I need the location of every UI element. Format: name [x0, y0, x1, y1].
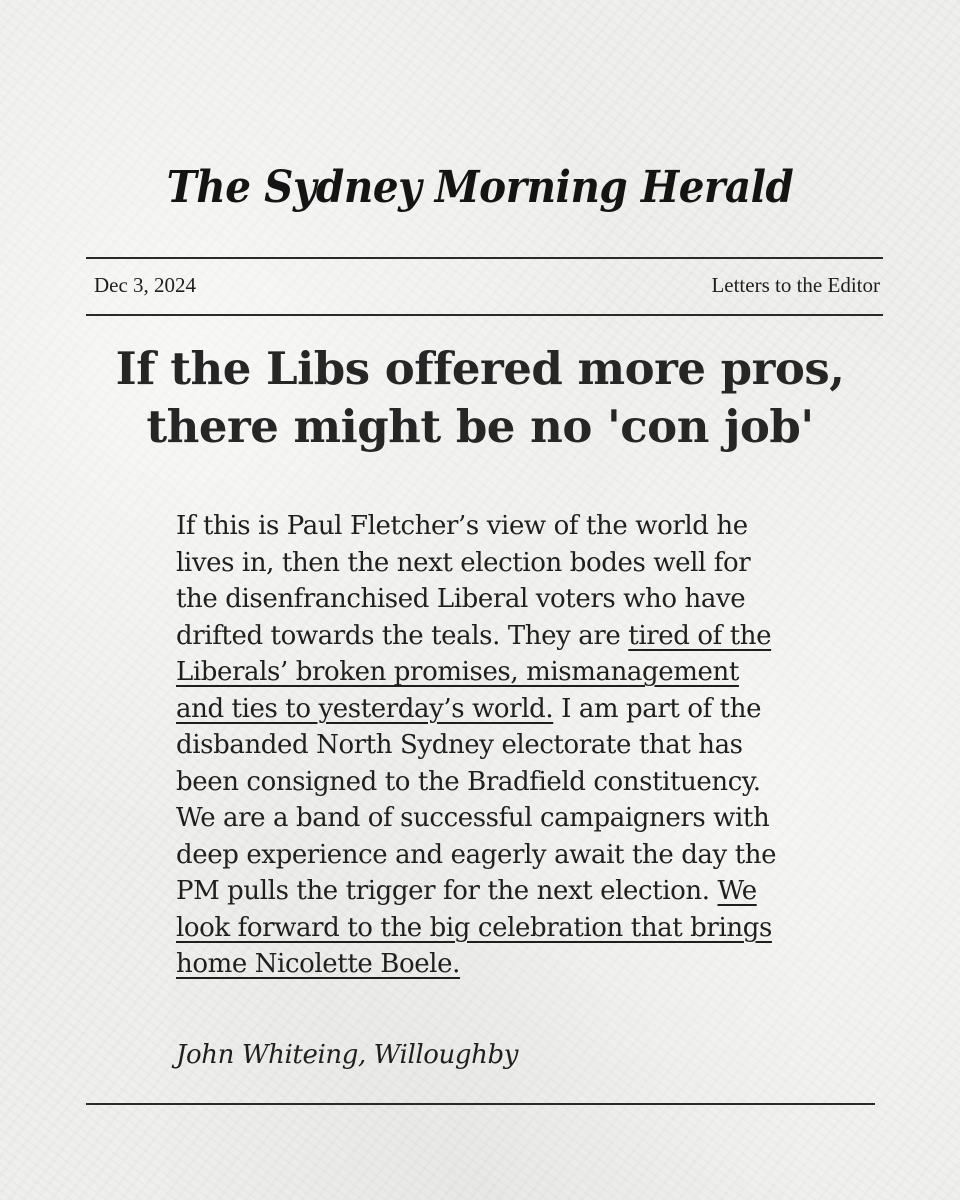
- letter-line: [176, 691, 896, 728]
- letter-line: [176, 618, 896, 655]
- letter-line: We are a band of successful campaigners with: [176, 803, 770, 833]
- headline-line-2: there might be no 'con job': [146, 400, 814, 453]
- letter-line: [176, 873, 896, 910]
- letter-line: [176, 910, 896, 947]
- letter-line: [176, 946, 896, 983]
- letter-line: lives in, then the next election bodes well for: [176, 547, 751, 578]
- letter-text: I am part of the: [553, 693, 762, 724]
- divider-bottom: [86, 1103, 875, 1105]
- letter-signature: John Whiteing, Willoughby: [176, 1040, 519, 1070]
- letter-text: drifted towards the teals. They are: [176, 620, 629, 651]
- underlined-link[interactable]: We: [717, 876, 757, 906]
- letter-line: If this is Paul Fletcher’s view of the world he: [176, 511, 748, 541]
- underlined-link[interactable]: Liberals’ broken promises, mismanagement: [176, 657, 739, 687]
- letter-line: the disenfranchised Liberal voters who have: [176, 584, 746, 614]
- underlined-link[interactable]: tired of the: [628, 620, 772, 651]
- headline-line-1: If the Libs offered more pros,: [115, 342, 845, 395]
- headline: [40, 340, 920, 456]
- publication-date: Dec 3, 2024: [94, 272, 197, 297]
- underlined-link[interactable]: look forward to the big celebration that brings: [176, 912, 772, 943]
- letter-text: PM pulls the trigger for the next election.: [176, 876, 718, 906]
- meta-row: [94, 268, 880, 302]
- letter-body: [176, 508, 896, 983]
- letter-line: been consigned to the Bradfield constituency.: [176, 766, 761, 797]
- letter-line: disbanded North Sydney electorate that has: [176, 730, 743, 760]
- underlined-link[interactable]: and ties to yesterday’s world.: [176, 693, 554, 724]
- section-label: Letters to the Editor: [711, 272, 880, 297]
- letter-line: deep experience and eagerly await the day the: [176, 839, 777, 870]
- underlined-link[interactable]: home Nicolette Boele.: [176, 949, 460, 979]
- divider-top: [86, 257, 883, 259]
- divider-middle: [86, 314, 883, 316]
- letter-line: [176, 654, 896, 691]
- masthead-title: The Sydney Morning Herald: [166, 162, 794, 213]
